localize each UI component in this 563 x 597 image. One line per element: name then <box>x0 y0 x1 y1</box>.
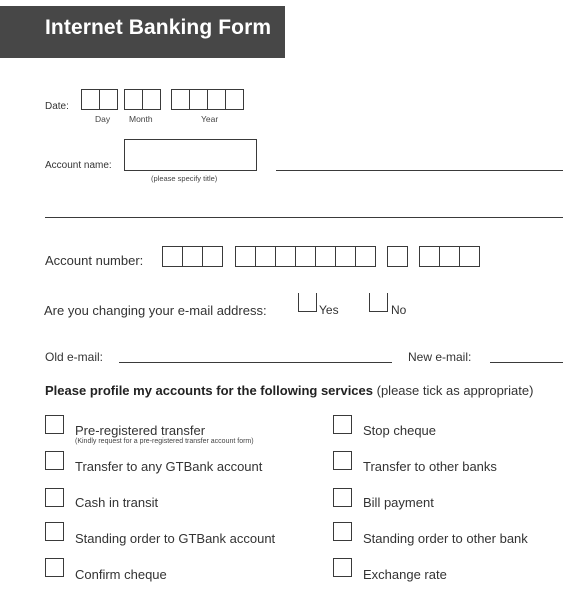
account-number-cell[interactable] <box>255 246 276 267</box>
service-label-transfer-gtbank: Transfer to any GTBank account <box>75 459 263 474</box>
date-month-cell[interactable] <box>142 89 161 110</box>
services-heading <box>45 383 533 398</box>
form-title: Internet Banking Form <box>45 16 272 39</box>
service-label-confirm-cheque: Confirm cheque <box>75 567 167 582</box>
service-label-standing-order-other-bank: Standing order to other bank <box>363 531 528 546</box>
account-number-cell[interactable] <box>162 246 183 267</box>
email-change-no-checkbox[interactable] <box>369 293 388 312</box>
account-number-group-1[interactable] <box>162 246 222 267</box>
account-number-group-3[interactable] <box>387 246 407 267</box>
account-number-cell[interactable] <box>315 246 336 267</box>
date-label: Date: <box>45 101 69 112</box>
email-change-no-label: No <box>391 303 407 317</box>
account-number-cell[interactable] <box>202 246 223 267</box>
account-number-cell[interactable] <box>275 246 296 267</box>
account-title-field[interactable] <box>124 139 257 171</box>
service-label-cash-in-transit: Cash in transit <box>75 495 159 510</box>
account-name-label: Account name: <box>45 160 112 171</box>
service-label-transfer-other-banks: Transfer to other banks <box>363 459 497 474</box>
service-checkbox-bill-payment[interactable] <box>333 488 352 507</box>
old-email-label: Old e-mail: <box>45 350 104 364</box>
service-note-pre-registered-transfer: (Kindly request for a pre-registered transfer account form) <box>75 438 254 445</box>
service-label-bill-payment: Bill payment <box>363 495 434 510</box>
service-label-pre-registered-transfer: Pre-registered transfer <box>75 423 206 438</box>
account-number-group-4[interactable] <box>419 246 479 267</box>
service-checkbox-transfer-gtbank[interactable] <box>45 451 64 470</box>
date-year-field[interactable] <box>171 89 243 110</box>
date-month-caption: Month <box>129 114 153 124</box>
date-year-cell[interactable] <box>225 89 244 110</box>
service-checkbox-transfer-other-banks[interactable] <box>333 451 352 470</box>
new-email-label: New e-mail: <box>408 350 472 364</box>
services-heading-bold: Please profile my accounts for the following services <box>45 383 373 398</box>
account-number-cell[interactable] <box>459 246 480 267</box>
service-checkbox-pre-registered-transfer[interactable] <box>45 415 64 434</box>
date-year-cell[interactable] <box>189 89 208 110</box>
account-name-line-2[interactable] <box>45 217 563 218</box>
date-day-cell[interactable] <box>81 89 100 110</box>
date-year-cell[interactable] <box>207 89 226 110</box>
email-change-yes-checkbox[interactable] <box>298 293 317 312</box>
service-checkbox-standing-order-other-bank[interactable] <box>333 522 352 541</box>
account-number-cell[interactable] <box>182 246 203 267</box>
services-heading-note: (please tick as appropriate) <box>376 383 534 398</box>
account-number-group-2[interactable] <box>235 246 375 267</box>
email-change-yes-label: Yes <box>319 303 339 317</box>
service-checkbox-confirm-cheque[interactable] <box>45 558 64 577</box>
new-email-line[interactable] <box>490 362 563 363</box>
date-day-field[interactable] <box>81 89 117 110</box>
date-year-caption: Year <box>201 114 219 124</box>
date-year-cell[interactable] <box>171 89 190 110</box>
account-title-hint: (please specify title) <box>151 174 218 183</box>
account-number-cell[interactable] <box>439 246 460 267</box>
account-number-cell[interactable] <box>387 246 408 267</box>
service-label-standing-order-gtbank: Standing order to GTBank account <box>75 531 276 546</box>
service-label-exchange-rate: Exchange rate <box>363 567 447 582</box>
account-number-cell[interactable] <box>235 246 256 267</box>
account-number-cell[interactable] <box>295 246 316 267</box>
date-month-cell[interactable] <box>124 89 143 110</box>
date-month-field[interactable] <box>124 89 160 110</box>
service-label-stop-cheque: Stop cheque <box>363 423 437 438</box>
service-checkbox-exchange-rate[interactable] <box>333 558 352 577</box>
date-day-cell[interactable] <box>99 89 118 110</box>
account-number-cell[interactable] <box>335 246 356 267</box>
old-email-line[interactable] <box>119 362 392 363</box>
account-name-line[interactable] <box>276 170 563 171</box>
email-change-question: Are you changing your e-mail address: <box>44 303 267 318</box>
account-number-cell[interactable] <box>419 246 440 267</box>
account-number-label: Account number: <box>45 253 144 268</box>
date-day-caption: Day <box>95 114 111 124</box>
service-checkbox-standing-order-gtbank[interactable] <box>45 522 64 541</box>
account-number-cell[interactable] <box>355 246 376 267</box>
service-checkbox-stop-cheque[interactable] <box>333 415 352 434</box>
service-checkbox-cash-in-transit[interactable] <box>45 488 64 507</box>
